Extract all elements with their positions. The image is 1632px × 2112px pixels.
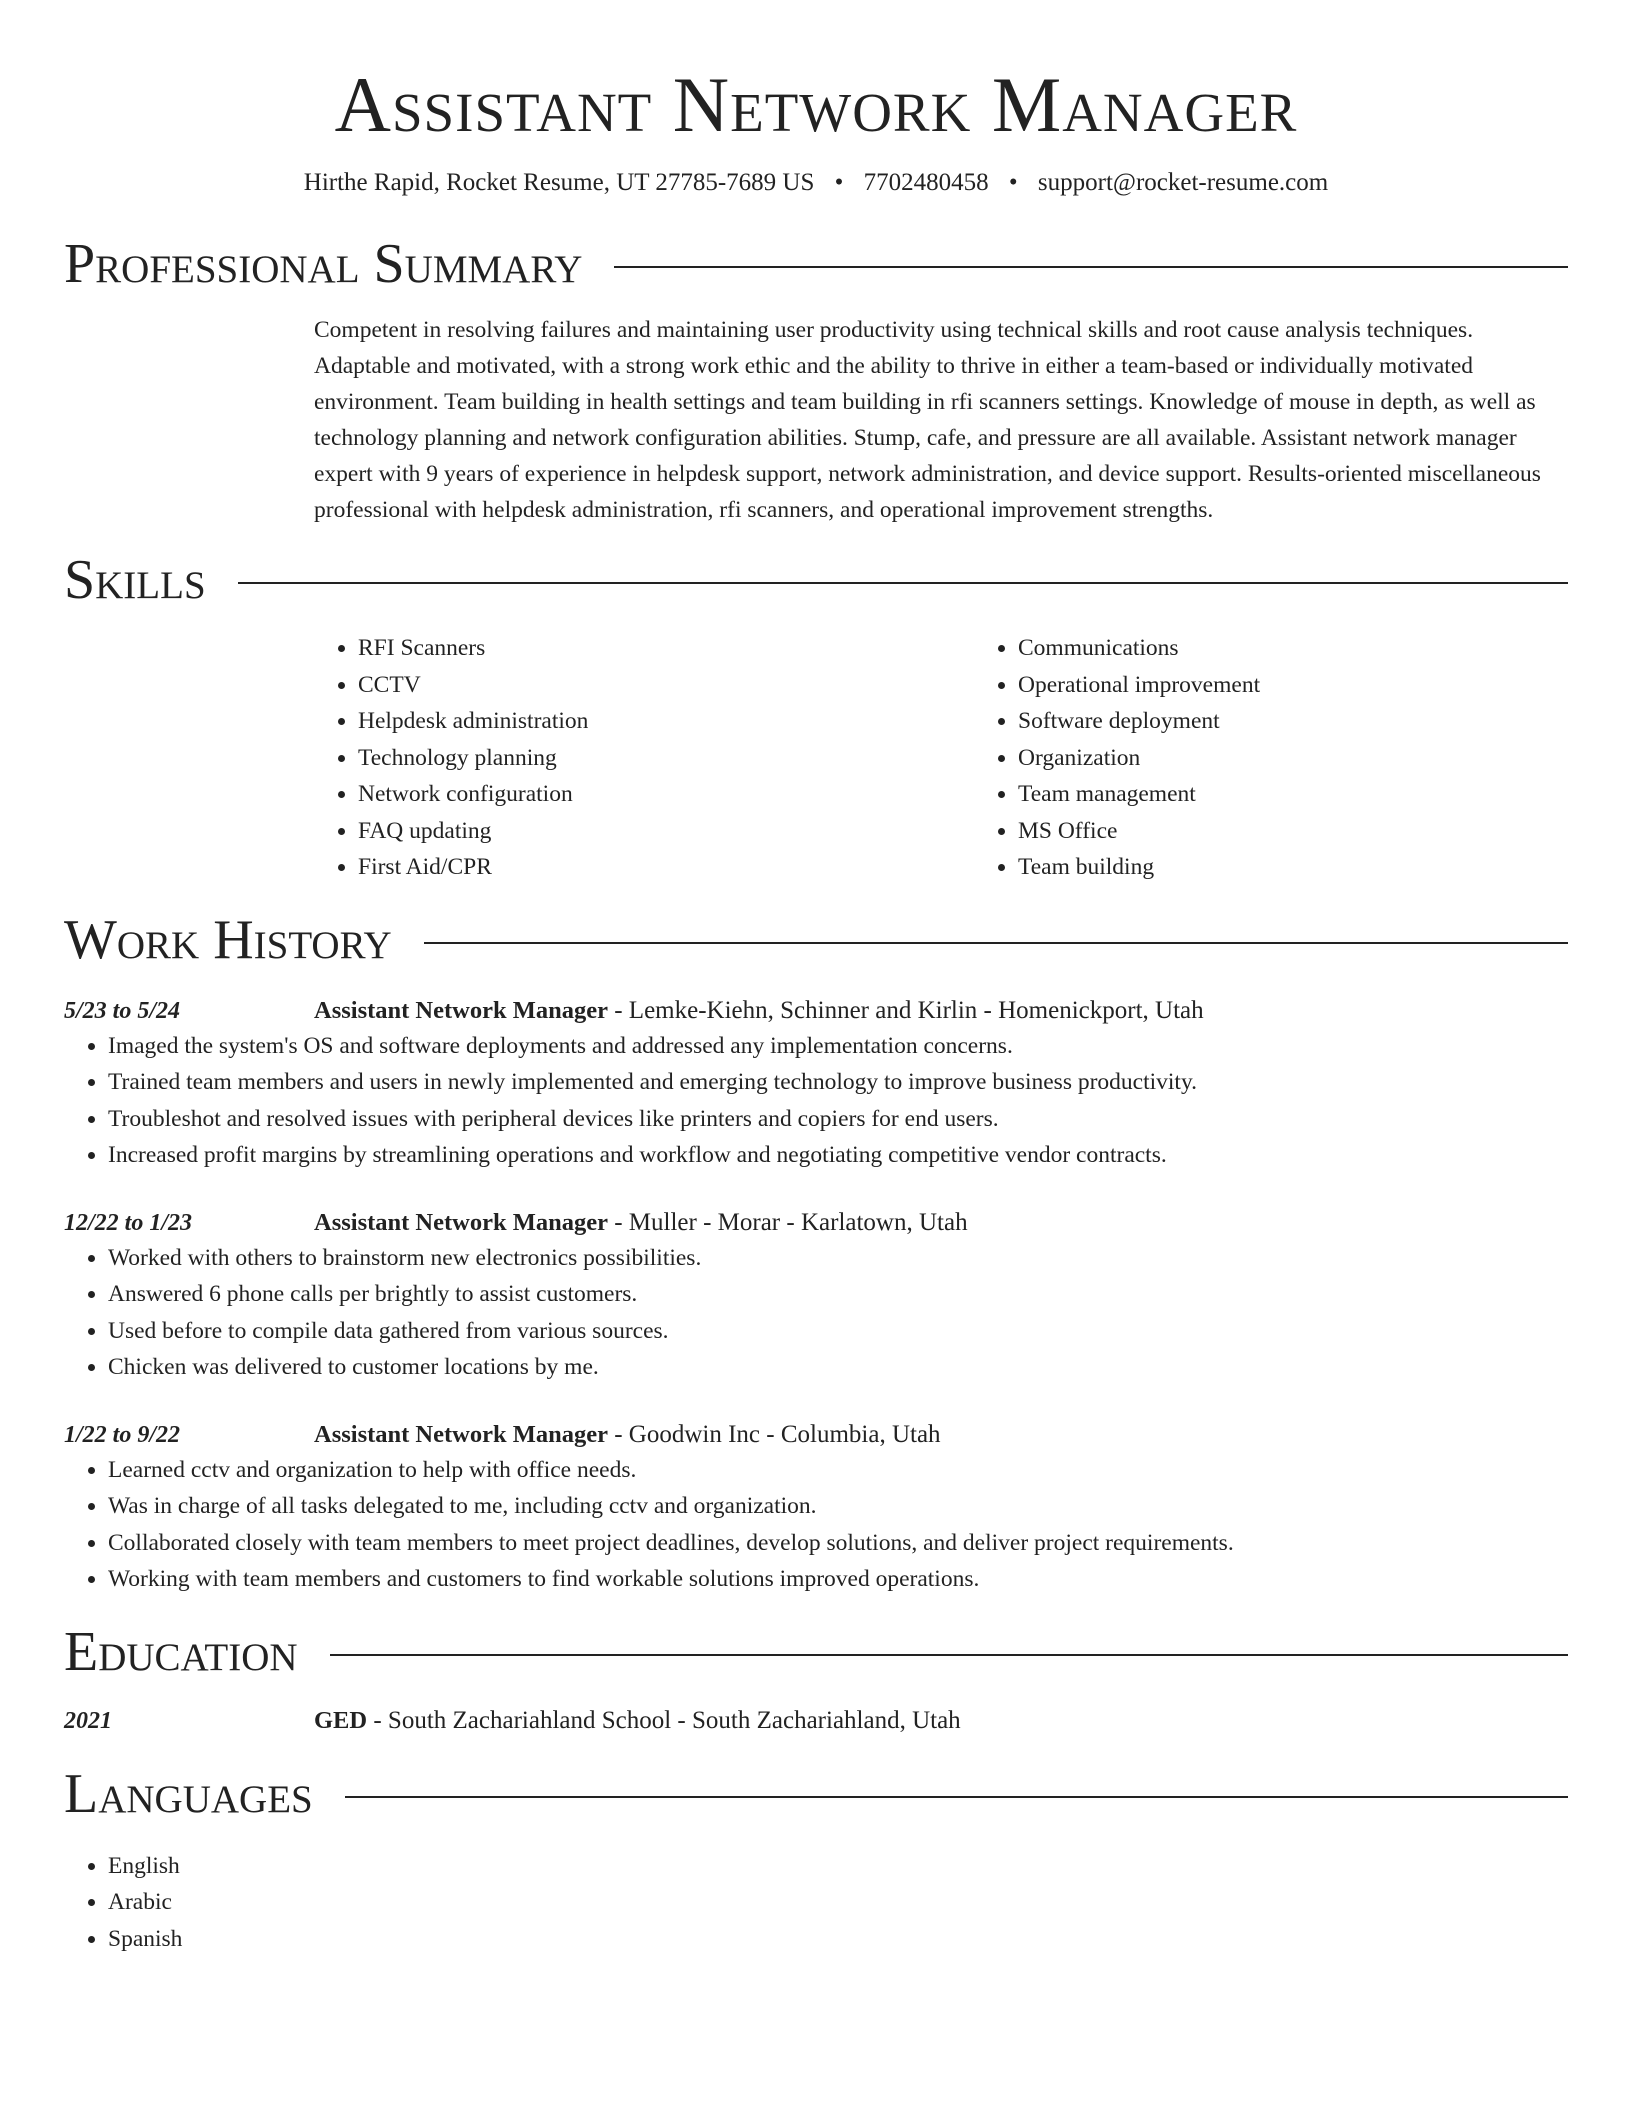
- skill-item: • Helpdesk administration: [358, 703, 974, 740]
- job-bullets: [64, 1240, 1568, 1386]
- job-dates: 1/22 to 9/22: [64, 1421, 181, 1448]
- work-heading: Work History: [64, 908, 392, 971]
- job-bullet: • Used before to compile data gathered from various sources.: [108, 1313, 1568, 1350]
- job-bullet: • Working with team members and customers to find workable solutions improved operations.: [108, 1561, 1568, 1598]
- contact-line: [64, 168, 1568, 198]
- job-bullet: • Chicken was delivered to customer locations by me.: [108, 1349, 1568, 1386]
- education-year: 2021: [64, 1707, 112, 1734]
- education-details: - South Zachariahland School - South Zachariahland, Utah: [367, 1706, 961, 1734]
- job-bullet: • Increased profit margins by streamlining operations and workflow and negotiating competitive vendor contracts.: [108, 1137, 1568, 1174]
- job-bullet: • Trained team members and users in newly implemented and emerging technology to improve business productivity.: [108, 1064, 1568, 1101]
- skill-item: • FAQ updating: [358, 813, 974, 850]
- job-entry: [64, 1206, 1568, 1386]
- job-bullet: • Was in charge of all tasks delegated to me, including cctv and organization.: [108, 1488, 1568, 1525]
- contact-phone: 7702480458: [863, 169, 989, 196]
- skills-column-right: [974, 630, 1632, 886]
- skill-item: • Team management: [1018, 776, 1632, 813]
- job-header: [64, 994, 1568, 1028]
- job-header: [64, 1418, 1568, 1452]
- contact-separator: •: [1008, 169, 1018, 196]
- job-title: Assistant Network Manager: [314, 1208, 608, 1236]
- job-line: [314, 1206, 968, 1240]
- job-bullet: • Worked with others to brainstorm new electronics possibilities.: [108, 1240, 1568, 1277]
- job-bullets: [64, 1028, 1568, 1174]
- section-divider: [238, 582, 1568, 584]
- job-details: - Goodwin Inc - Columbia, Utah: [607, 1420, 941, 1448]
- summary-section-header: [64, 232, 1568, 296]
- education-line: [314, 1704, 961, 1738]
- skill-item: • Software deployment: [1018, 703, 1632, 740]
- skill-item: • Technology planning: [358, 740, 974, 777]
- languages-heading: Languages: [64, 1762, 313, 1825]
- skill-item: • Operational improvement: [1018, 667, 1632, 704]
- skills-column-left: [314, 630, 974, 886]
- job-title: Assistant Network Manager: [314, 996, 608, 1024]
- section-divider: [345, 1796, 1568, 1798]
- work-section-header: [64, 908, 1568, 972]
- language-item: • English: [108, 1848, 1568, 1885]
- job-bullet: • Troubleshot and resolved issues with peripheral devices like printers and copiers for end users.: [108, 1101, 1568, 1138]
- education-heading: Education: [64, 1620, 298, 1683]
- education-section-header: [64, 1620, 1568, 1684]
- skill-item: • Organization: [1018, 740, 1632, 777]
- job-bullet: • Imaged the system's OS and software deployments and addressed any implementation concerns.: [108, 1028, 1568, 1065]
- job-bullet: • Answered 6 phone calls per brightly to assist customers.: [108, 1276, 1568, 1313]
- languages-section-header: [64, 1762, 1568, 1826]
- job-title: Assistant Network Manager: [314, 1420, 608, 1448]
- job-bullet: • Learned cctv and organization to help with office needs.: [108, 1452, 1568, 1489]
- job-entry: [64, 994, 1568, 1174]
- language-item: • Arabic: [108, 1884, 1568, 1921]
- contact-address: Hirthe Rapid, Rocket Resume, UT 27785-7689 US: [303, 169, 815, 196]
- skill-item: • Network configuration: [358, 776, 974, 813]
- language-item: • Spanish: [108, 1921, 1568, 1958]
- job-details: - Lemke-Kiehn, Schinner and Kirlin - Homenickport, Utah: [607, 996, 1204, 1024]
- job-dates: 5/23 to 5/24: [64, 997, 181, 1024]
- section-divider: [330, 1654, 1568, 1656]
- education-degree: GED: [314, 1706, 368, 1734]
- resume-name: Assistant Network Manager: [334, 61, 1298, 148]
- skill-item: • First Aid/CPR: [358, 849, 974, 886]
- summary-heading: Professional Summary: [64, 233, 583, 295]
- languages-list: [64, 1848, 1568, 1958]
- summary-text: Competent in resolving failures and maintaining user productivity using technical skills and root cause analysis techniques. Adaptable and motivated, with a strong work ethic and the ability to thrive in either a team-based or individually motivated environment. Team building in health settings and team building in rfi scanners settings. Knowledge of mouse in depth, as well as technology planning and network configuration abilities. Stump, cafe, and pressure are all available. Assistant network manager expert with 9 years of experience in helpdesk support, network administration, and device support. Results-oriented miscellaneous professional with helpdesk administration, rfi scanners, and operational improvement strengths.: [314, 317, 1541, 523]
- skill-item: • RFI Scanners: [358, 630, 974, 667]
- section-divider: [424, 942, 1568, 944]
- job-line: [314, 1418, 941, 1452]
- job-header: [64, 1206, 1568, 1240]
- skill-item: • MS Office: [1018, 813, 1632, 850]
- job-bullet: • Collaborated closely with team members to meet project deadlines, develop solutions, and deliver project requirements.: [108, 1525, 1568, 1562]
- skills-list: [314, 630, 1568, 886]
- job-dates: 12/22 to 1/23: [64, 1209, 193, 1236]
- skill-item: • Communications: [1018, 630, 1632, 667]
- job-line: [314, 994, 1204, 1028]
- job-bullets: [64, 1452, 1568, 1598]
- job-details: - Muller - Morar - Karlatown, Utah: [607, 1208, 968, 1236]
- skill-item: • Team building: [1018, 849, 1632, 886]
- contact-email: support@rocket-resume.com: [1037, 169, 1329, 196]
- section-divider: [614, 266, 1568, 268]
- skills-heading: Skills: [64, 549, 206, 611]
- job-entry: [64, 1418, 1568, 1598]
- contact-separator: •: [834, 169, 844, 196]
- education-entry: [64, 1704, 1568, 1738]
- skills-section-header: [64, 548, 1568, 612]
- skill-item: • CCTV: [358, 667, 974, 704]
